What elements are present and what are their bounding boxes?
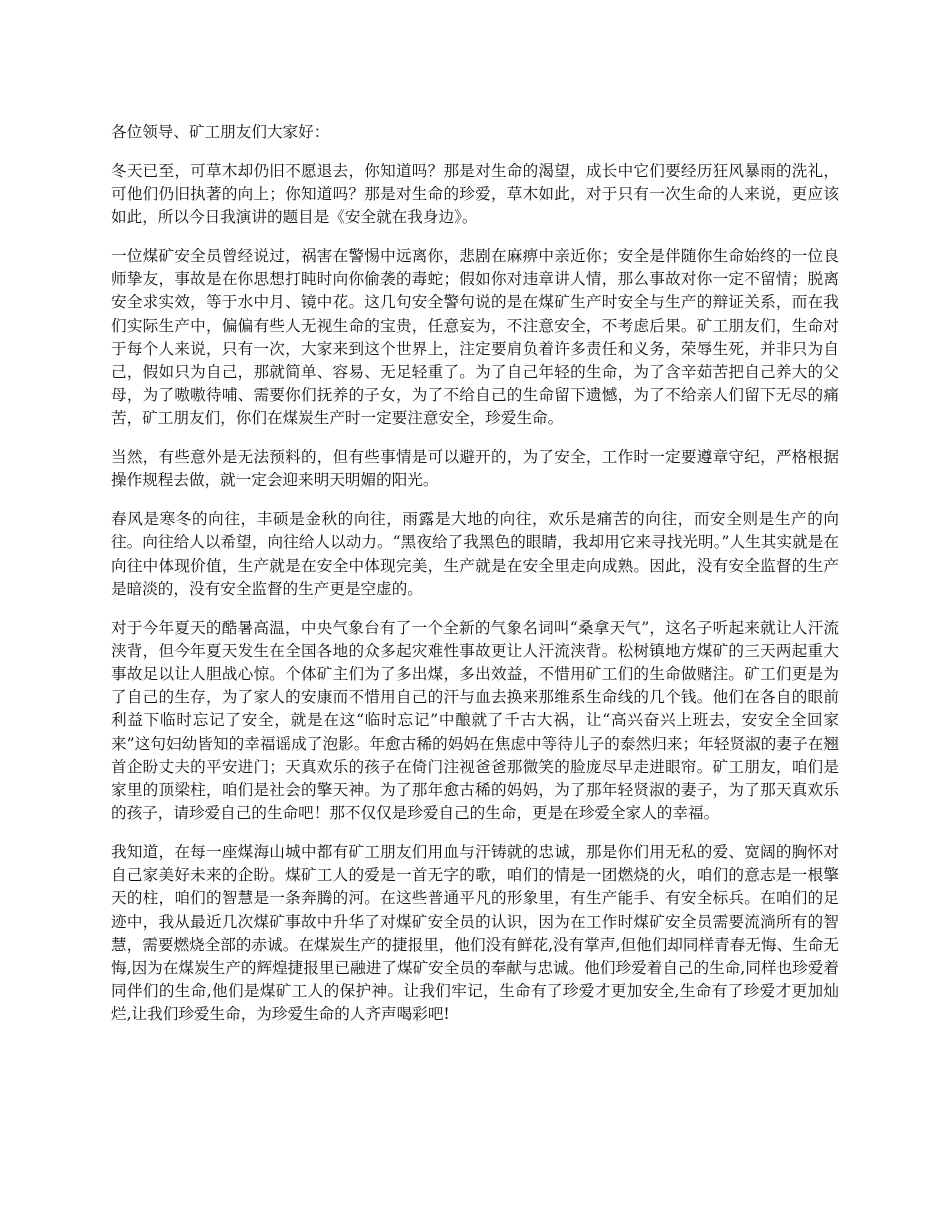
paragraph-3: 当然，有些意外是无法预料的，但有些事情是可以避开的，为了安全，工作时一定要遵章守纪，严格根据操作规程去做，就一定会迎来明天明媚的阳光。 xyxy=(111,448,839,490)
paragraph-6: 我知道，在每一座煤海山城中都有矿工朋友们用血与汗铸就的忠诚，那是你们用无私的爱、宽阔的胸怀对自己家美好未来的企盼。煤矿工人的爱是一首无字的歌，咱们的情是一团燃烧的火，咱们的意志是一根擎天的柱，咱们的智慧是一条奔腾的河。在这些普通平凡的形象里，有生产能手、有安全标兵。在咱们的足迹中，我从最近几次煤矿事故中升华了对煤矿安全员的认识，因为在工作时煤矿安全员需要流淌所有的智慧，需要燃烧全部的赤诚。在煤炭生产的捷报里，他们没有鲜花,没有掌声,但他们却同样青春无悔、生命无悔,因为在煤炭生产的辉煌捷报里已融进了煤矿安全员的奉献与忠诚。他们珍爱着自己的生命,同样也珍爱着同伴们的生命,他们是煤矿工人的保护神。让我们牢记，生命有了珍爱才更加安全,生命有了珍爱才更加灿烂,让我们珍爱生命，为珍爱生命的人齐声喝彩吧! xyxy=(111,843,839,1024)
greeting: 各位领导、矿工朋友们大家好： xyxy=(111,123,330,141)
paragraph-4: 春风是寒冬的向往，丰硕是金秋的向往，雨露是大地的向往，欢乐是痛苦的向往，而安全则是生产的向往。向往给人以希望，向往给人以动力。“黑夜给了我黑色的眼睛，我却用它来寻找光明。”人生其实就是在向往中体现价值，生产就是在安全中体现完美，生产就是在安全里走向成熟。因此，没有安全监督的生产是暗淡的，没有安全监督的生产更是空虚的。 xyxy=(111,510,839,598)
paragraph-2: 一位煤矿安全员曾经说过，祸害在警惕中远离你，悲剧在麻痹中亲近你；安全是伴随你生命始终的一位良师挚友，事故是在你思想打盹时向你偷袭的毒蛇；假如你对违章讲人情，那么事故对你一定不留情；脱离安全求实效，等于水中月、镜中花。这几句安全警句说的是在煤矿生产时安全与生产的辩证关系，而在我们实际生产中，偏偏有些人无视生命的宝贵，任意妄为，不注意安全，不考虑后果。矿工朋友们，生命对于每个人来说，只有一次，大家来到这个世界上，注定要肩负着许多责任和义务，荣辱生死，并非只为自己，假如只为自己，那就简单、容易、无足轻重了。为了自己年轻的生命，为了含辛茹苦把自己养大的父母，为了嗷嗷待哺、需要你们抚养的子女，为了不给自己的生命留下遗憾，为了不给亲人们留下无尽的痛苦，矿工朋友们，你们在煤炭生产时一定要注意安全，珍爱生命。 xyxy=(111,247,839,428)
document-body xyxy=(111,121,839,1042)
paragraph-5: 对于今年夏天的酷暑高温，中央气象台有了一个全新的气象名词叫“桑拿天气”，这名子听起来就让人汗流浃背，但今年夏天发生在全国各地的众多起灾难性事故更让人汗流浃背。松树镇地方煤矿的三天两起重大事故足以让人胆战心惊。个体矿主们为了多出煤，多出效益，不惜用矿工们的生命做赌注。矿工们更是为了自己的生存，为了家人的安康而不惜用自己的汗与血去换来那维系生命线的几个钱。他们在各自的眼前利益下临时忘记了安全，就是在这“临时忘记”中酿就了千古大祸，让“高兴奋兴上班去，安安全全回家来”这句妇幼皆知的幸福谣成了泡影。年愈古稀的妈妈在焦虑中等待儿子的泰然归来；年轻贤淑的妻子在翘首企盼丈夫的平安进门；天真欢乐的孩子在倚门注视爸爸那微笑的脸庞尽早走进眼帘。矿工朋友，咱们是家里的顶梁柱，咱们是社会的擎天神。为了那年愈古稀的妈妈，为了那年轻贤淑的妻子，为了那天真欢乐的孩子，请珍爱自己的生命吧！那不仅仅是珍爱自己的生命，更是在珍爱全家人的幸福。 xyxy=(111,618,839,823)
paragraph-1: 冬天已至，可草木却仍旧不愿退去，你知道吗？那是对生命的渴望，成长中它们要经历狂风暴雨的洗礼，可他们仍旧执著的向上；你知道吗？那是对生命的珍爱，草木如此，对于只有一次生命的人来说，更应该如此，所以今日我演讲的题目是《安全就在我身边》。 xyxy=(111,161,839,227)
